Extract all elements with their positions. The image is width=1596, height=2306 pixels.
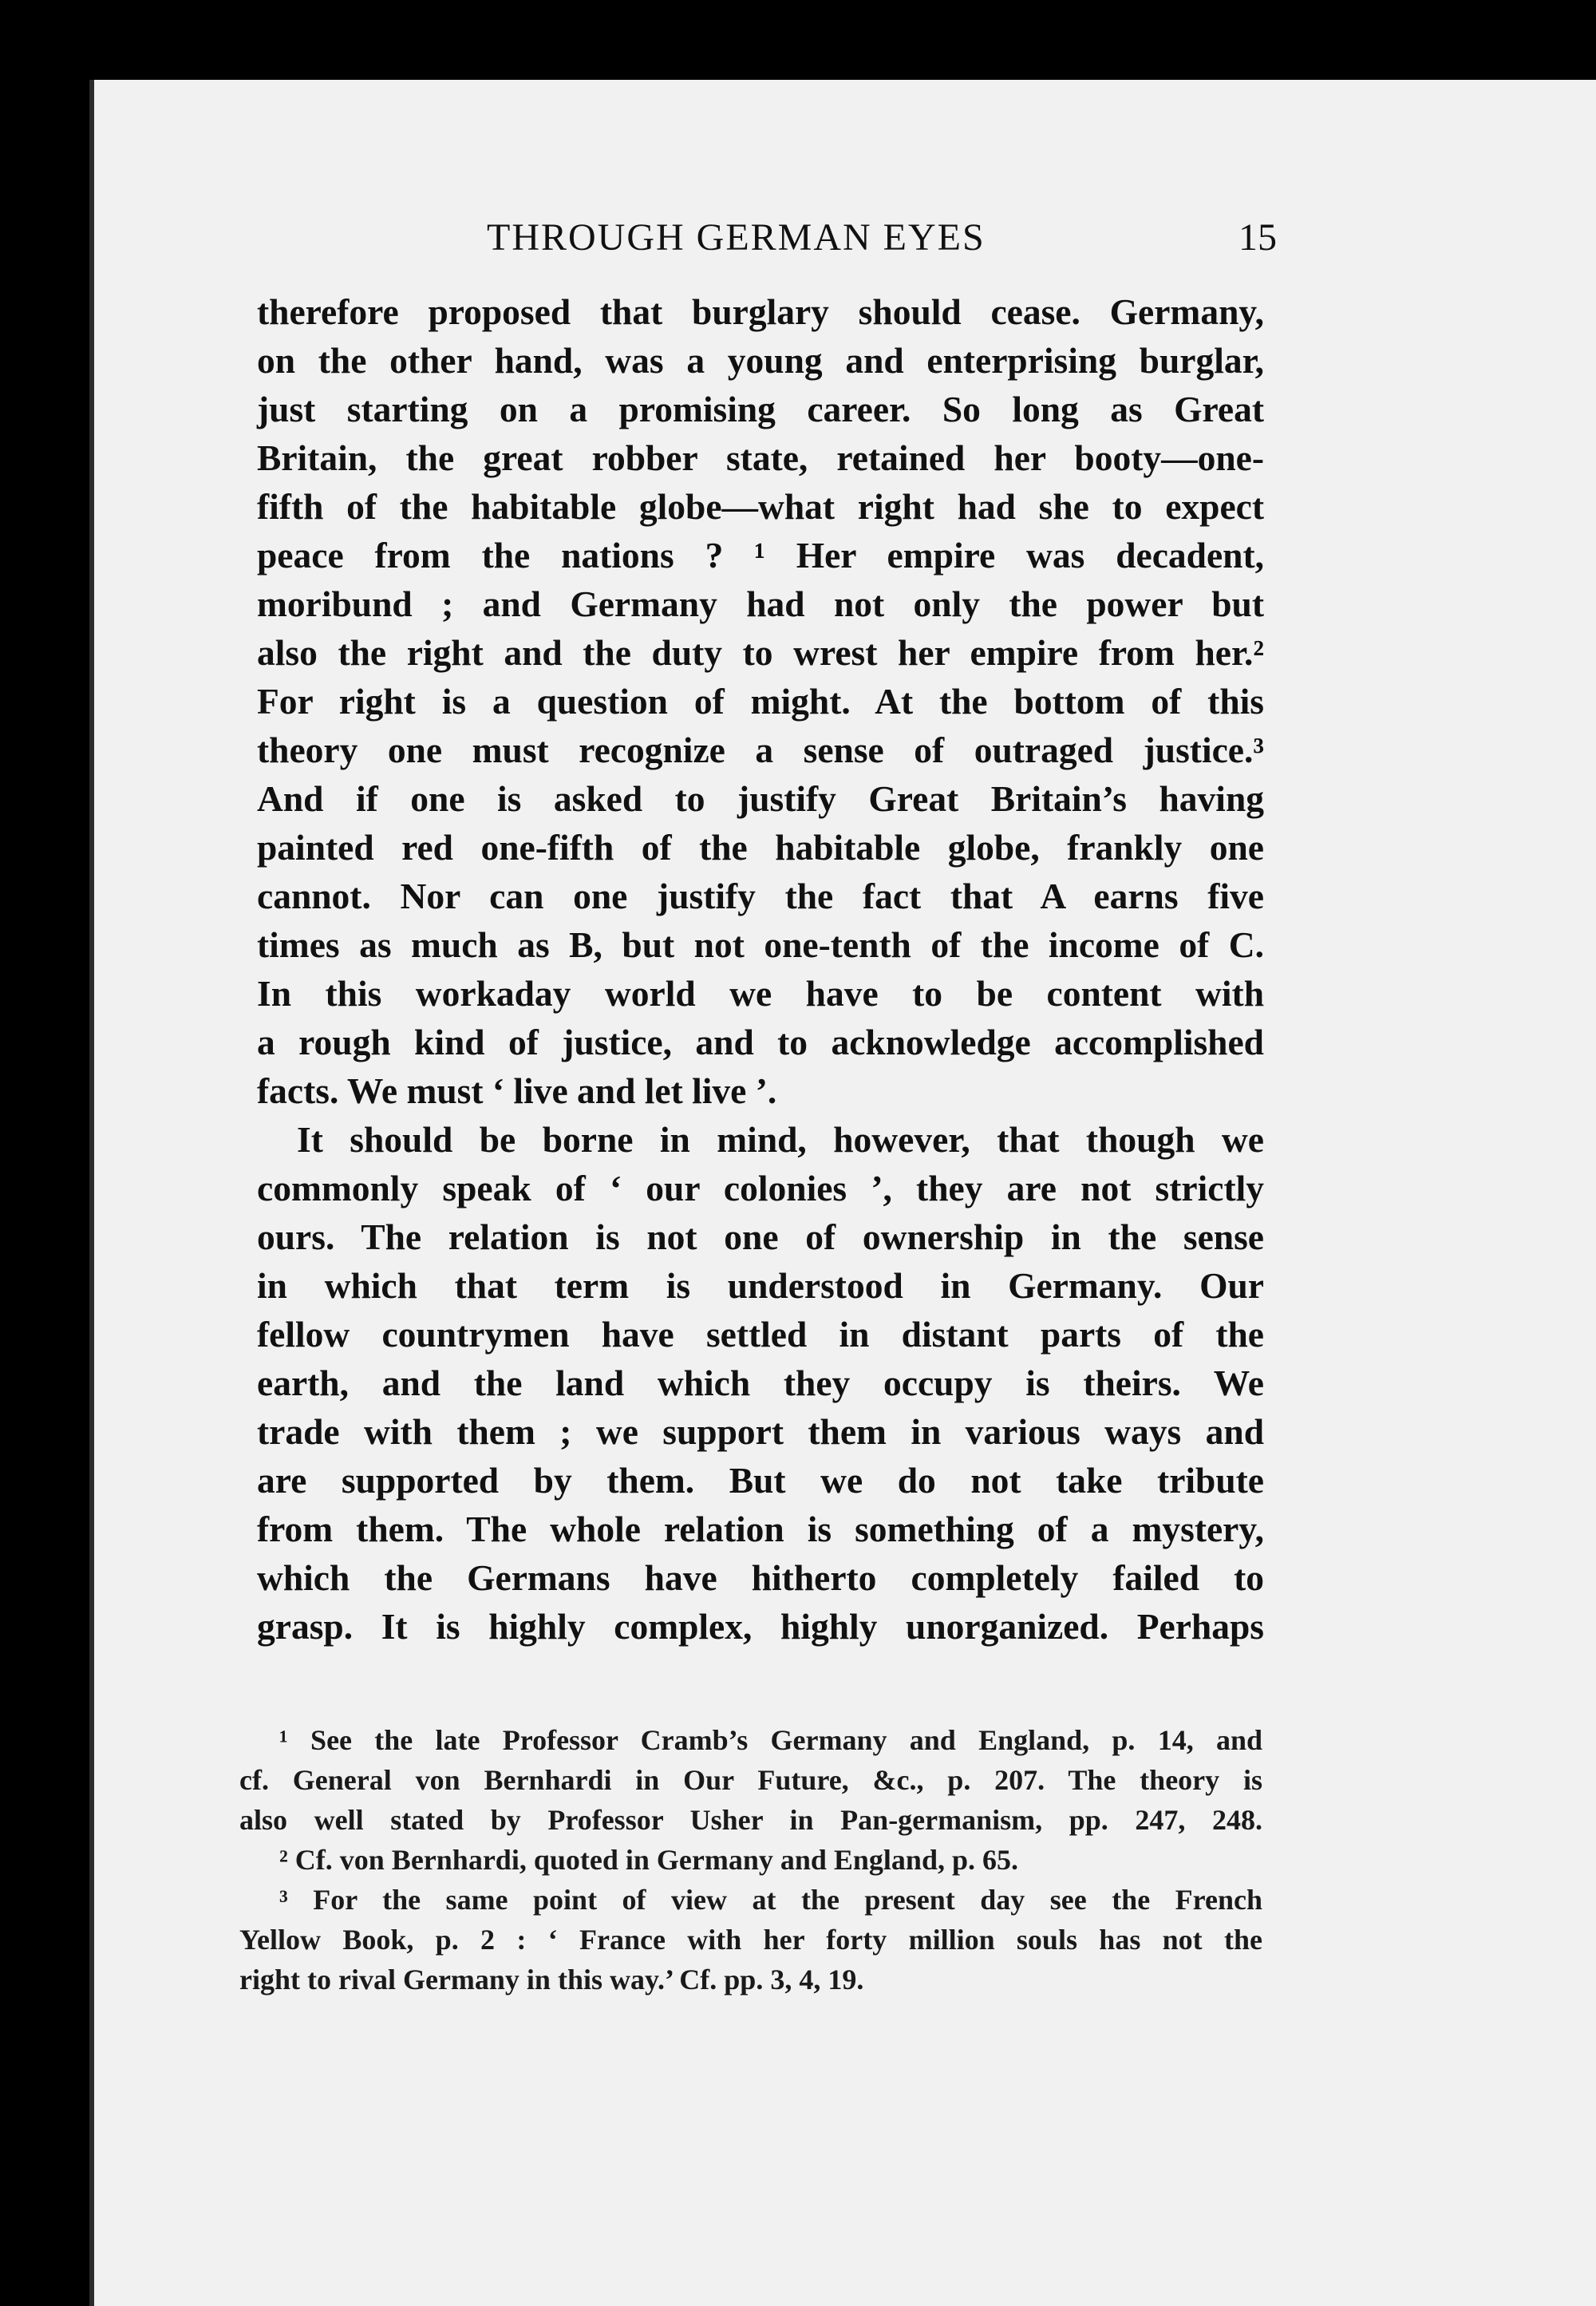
footnote-line: ² Cf. von Bernhardi, quoted in Germany and England, p. 65. [279,1844,1018,1876]
text-line: fifth of the habitable globe—what right had she to expect [257,486,1264,527]
footnote-line: Yellow Book, p. 2 : ‘ France with her forty million souls has not the [239,1924,1262,1956]
footnote-line: ³ For the same point of view at the present day see the French [279,1884,1262,1916]
text-line: peace from the nations ? ¹ Her empire was decadent, [257,535,1264,576]
text-line: just starting on a promising career. So long as Great [257,389,1264,429]
text-line: grasp. It is highly complex, highly unorganized. Perhaps [257,1606,1264,1647]
text-line: theory one must recognize a sense of outraged justice.³ [257,730,1264,770]
page-gutter [89,80,94,2306]
body-text [257,287,1264,1651]
text-line: on the other hand, was a young and enterprising burglar, [257,340,1264,381]
text-line: fellow countrymen have settled in distant parts of the [257,1314,1264,1355]
text-line: are supported by them. But we do not take tribute [257,1460,1264,1501]
footnote-line: also well stated by Professor Usher in Pan-germanism, pp. 247, 248. [239,1804,1262,1836]
text-line: In this workaday world we have to be content with [257,973,1264,1014]
text-line: also the right and the duty to wrest her empire from her.² [257,632,1264,673]
text-line: moribund ; and Germany had not only the power but [257,583,1264,624]
text-line: trade with them ; we support them in various ways and [257,1411,1264,1452]
footnotes [239,1720,1262,1999]
running-head [263,216,1277,271]
footnote-line: ¹ See the late Professor Cramb’s Germany and England, p. 14, and [279,1724,1262,1756]
text-line: And if one is asked to justify Great Britain’s having [257,778,1264,819]
text-line: It should be borne in mind, however, that though we [297,1119,1264,1160]
text-line: Britain, the great robber state, retained her booty—one- [257,437,1264,478]
text-line: commonly speak of ‘ our colonies ’, they are not strictly [257,1168,1264,1208]
text-line: For right is a question of might. At the bottom of this [257,681,1264,722]
text-line: painted red one-fifth of the habitable globe, frankly one [257,827,1264,868]
page-number: 15 [1238,216,1277,259]
text-line: times as much as B, but not one-tenth of the income of C. [257,924,1264,965]
text-line: therefore proposed that burglary should cease. Germany, [257,291,1264,332]
text-line: a rough kind of justice, and to acknowledge accomplished [257,1022,1264,1062]
footnote-line: cf. General von Bernhardi in Our Future, &c., p. 207. The theory is [239,1764,1262,1796]
text-line: from them. The whole relation is something of a mystery, [257,1509,1264,1549]
text-line: earth, and the land which they occupy is theirs. We [257,1363,1264,1403]
text-line: facts. We must ‘ live and let live ’. [257,1070,777,1111]
running-title: THROUGH GERMAN EYES [487,216,986,259]
text-line: ours. The relation is not one of ownership in the sense [257,1216,1264,1257]
text-line: in which that term is understood in Germany. Our [257,1265,1264,1306]
text-line: which the Germans have hitherto completely failed to [257,1557,1264,1598]
text-line: cannot. Nor can one justify the fact that A earns five [257,876,1264,916]
footnote-line: right to rival Germany in this way.’ Cf. pp. 3, 4, 19. [239,1964,864,1996]
